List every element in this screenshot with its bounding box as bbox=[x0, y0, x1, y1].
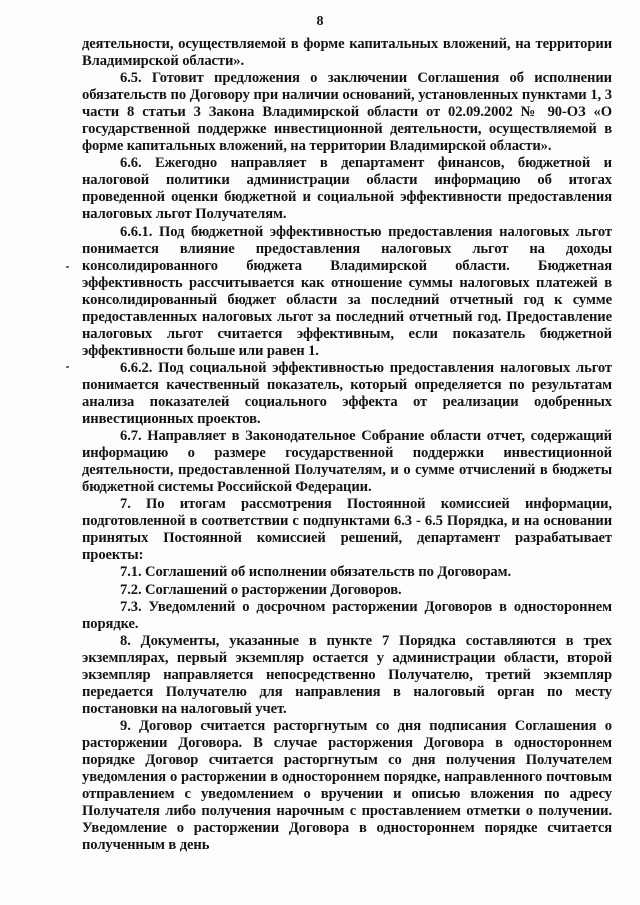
scan-speck bbox=[66, 266, 69, 268]
paragraph-7-2: 7.2. Соглашений о расторжении Договоров. bbox=[120, 581, 402, 598]
paragraph-7-1: 7.1. Соглашений об исполнении обязательств по Договорам. bbox=[120, 564, 512, 581]
page-number: 8 bbox=[316, 14, 324, 29]
paragraph-9: 9. Договор считается расторгнутым со дня подписания Соглашения о расторжении Договора. В случае расторжения Договора в одностороннем порядке Договор считается расторгнутым со дня получения Получателем уведомления о расторжении в одностороннем порядке, направленного почтовым отправлением с уведомлением о вручении и описью вложения по адресу Получателя либо получения нарочным с проставлением отметки о получении. Уведомление о расторжении Договора в одностороннем порядке считается полученным в день bbox=[82, 717, 612, 854]
paragraph-8: 8. Документы, указанные в пункте 7 Порядка составляются в трех экземплярах, первый экземпляр остается у администрации области, второй экземпляр направляется непосредственно Получателю, третий экземпляр передается Получателю для направления в налоговый орган по месту постановки на налоговый учет. bbox=[82, 632, 612, 717]
paragraph-6-7: 6.7. Направляет в Законодательное Собрание области отчет, содержащий информацию о размере государственной поддержки инвестиционной деятельности, предоставленной Получателям, и о сумме отчислений в бюджеты бюджетной системы Российской Федерации. bbox=[82, 428, 612, 496]
paragraph-7-3: 7.3. Уведомлений о досрочном расторжении Договоров в одностороннем порядке. bbox=[82, 598, 612, 632]
scan-speck bbox=[66, 366, 69, 368]
paragraph-7: 7. По итогам рассмотрения Постоянной комиссией информации, подготовленной в соответствии с подпунктами 6.3 - 6.5 Порядка, и на основании принятых Постоянной комиссией решений, департамент разрабатывает проекты: bbox=[82, 496, 612, 564]
paragraph-6-6-2: 6.6.2. Под социальной эффективностью предоставления налоговых льгот понимается качественный показатель, который определяется по результатам анализа показателей социального эффекта от реализации одобренных инвестиционных проектов. bbox=[82, 359, 612, 428]
paragraph-continuation: деятельности, осуществляемой в форме капитальных вложений, на территории Владимирской области». bbox=[82, 36, 612, 70]
paragraph-6-6-1: 6.6.1. Под бюджетной эффективностью предоставления налоговых льгот понимается влияние предоставления налоговых льгот на доходы консолидированного бюджета Владимирской области. Бюджетная эффективность рассчитывается как отношение суммы налоговых платежей в консолидированный бюджет области за последний отчетный год к сумме предоставленных налоговых льгот за последний отчетный год. Предоставление налоговых льгот считается эффективным, если показатель бюджетной эффективности больше или равен 1. bbox=[82, 223, 612, 359]
paragraph-6-6: 6.6. Ежегодно направляет в департамент финансов, бюджетной и налоговой политики администрации области информацию об итогах проведенной оценки бюджетной и социальной эффективности предоставления налоговых льгот Получателям. bbox=[82, 155, 612, 223]
paragraph-6-5: 6.5. Готовит предложения о заключении Соглашения об исполнении обязательств по Договору при наличии оснований, установленных пунктами 1, 3 части 8 статьи 3 Закона Владимирской области от 02.09.2002 № 90-ОЗ «О государственной поддержке инвестиционной деятельности, осуществляемой в форме капитальных вложений, на территории Владимирской области». bbox=[82, 70, 612, 155]
document-body bbox=[82, 36, 612, 854]
